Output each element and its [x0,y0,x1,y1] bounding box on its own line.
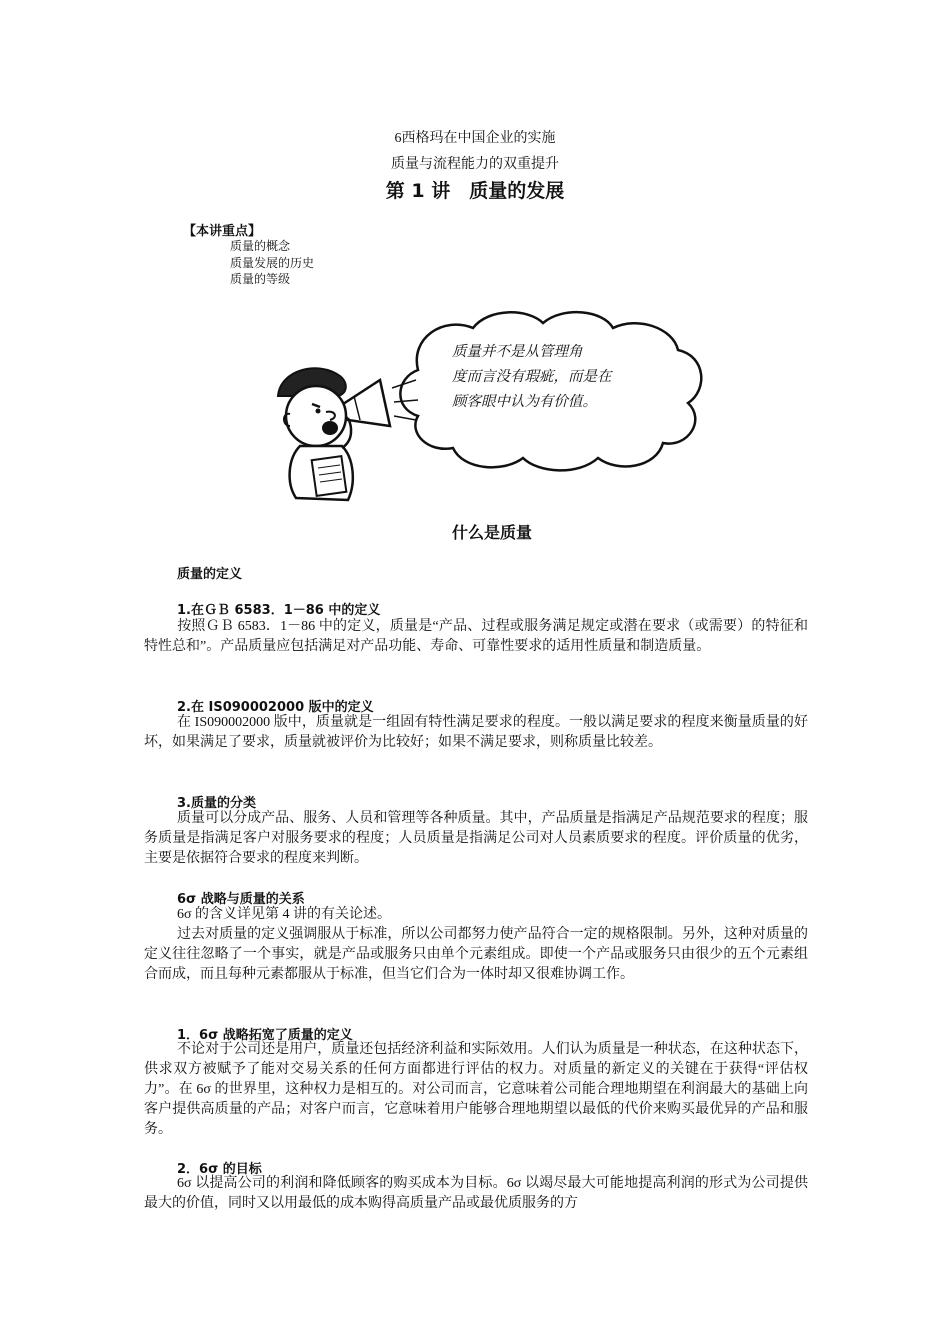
head [286,386,346,446]
heading-six-sigma-broadens: 1．6σ 战略拓宽了质量的定义 [177,1028,353,1043]
paragraph-gb-definition: 按照ＧＢ 6583．1－86 中的定义，质量是“产品、过程或服务满足规定或潜在要求（或需要）的特征和特性总和”。产品质量应包括满足对产品功能、寿命、可靠性要求的适用性质量和制造质量。 [144,619,808,654]
pretitle-line-1: 6西格玛在中国企业的实施 [394,131,556,146]
heading-six-sigma-goal: 2．6σ 的目标 [177,1162,262,1177]
bubble-line: 顾客眼中认为有价值。 [452,394,597,410]
section-title: 什么是质量 [451,523,532,542]
key-point-item: 质量的等级 [230,272,291,286]
heading-iso-definition: 2.在 IS090002000 版中的定义 [177,700,374,715]
bubble-line: 质量并不是从管理角 [452,344,583,360]
heading-quality-definition: 质量的定义 [177,567,243,582]
paragraph-six-sigma-relation: 过去对质量的定义强调服从于标准，所以公司都努力使产品符合一定的规格限制。另外，这种对质量的定义往往忽略了一个事实，就是产品或服务只由单个元素组成。即使一个产品或服务只由很少的五个元素组合而成，而且每种元素都服从于标准，但当它们合为一体时却又很难协调工作。 [144,927,808,982]
pretitle-line-2: 质量与流程能力的双重提升 [391,157,559,172]
paragraph-six-sigma-broadens: 不论对于公司还是用户，质量还包括经济利益和实际效用。人们认为质量是一种状态，在这种状态下，供求双方被赋予了能对交易关系的任何方面都进行评估的权力。对质量的新定义的关键在于获得“评估权力”。在 6σ 的世界里，这种权力是相互的。对公司而言，它意味着公司能合理地期望在利润最大的基础上向客户提供高质量的产品；对客户而言，它意味着用户能够合理地期望以最低的代价来购买最优异的产品和服务。 [144,1042,808,1137]
paragraph-quality-classification: 质量可以分成产品、服务、人员和管理等各种质量。其中，产品质量是指满足产品规范要求的程度；服务质量是指满足客户对服务要求的程度；人员质量是指满足公司对人员素质要求的程度。评价质量的优劣，主要是依据符合要求的程度来判断。 [144,811,808,866]
key-point-item: 质量发展的历史 [230,255,315,270]
key-points-list [230,238,314,288]
documents [312,456,347,496]
paragraph-iso-definition: 在 IS090002000 版中，质量就是一组固有特性满足要求的程度。一般以满足要求的程度来衡量质量的好坏，如果满足了要求，质量就被评价为比较好；如果不满足要求，则称质量比较差。 [144,715,808,750]
heading-gb-definition: 1.在ＧＢ 6583．1－86 中的定义 [177,603,381,618]
speech-bubble-text [452,340,612,415]
paragraph-six-sigma-goal: 6σ 以提高公司的利润和降低顾客的购买成本为目标。6σ 以竭尽最大可能地提高利润的形式为公司提供最大的价值，同时又以用最低的成本购得高质量产品或最优质服务的方 [144,1176,808,1211]
key-points-heading: 【本讲重点】 [183,224,262,239]
bubble-line: 度而言没有瑕疵，而是在 [452,369,612,385]
heading-quality-classification: 3.质量的分类 [177,796,256,811]
paragraph-six-sigma-meaning: 6σ 的含义详见第 4 讲的有关论述。 [177,907,392,922]
key-point-item: 质量的概念 [230,239,291,253]
heading-six-sigma-relation: 6σ 战略与质量的关系 [177,892,305,907]
lecture-title: 第 1 讲 质量的发展 [385,180,565,202]
